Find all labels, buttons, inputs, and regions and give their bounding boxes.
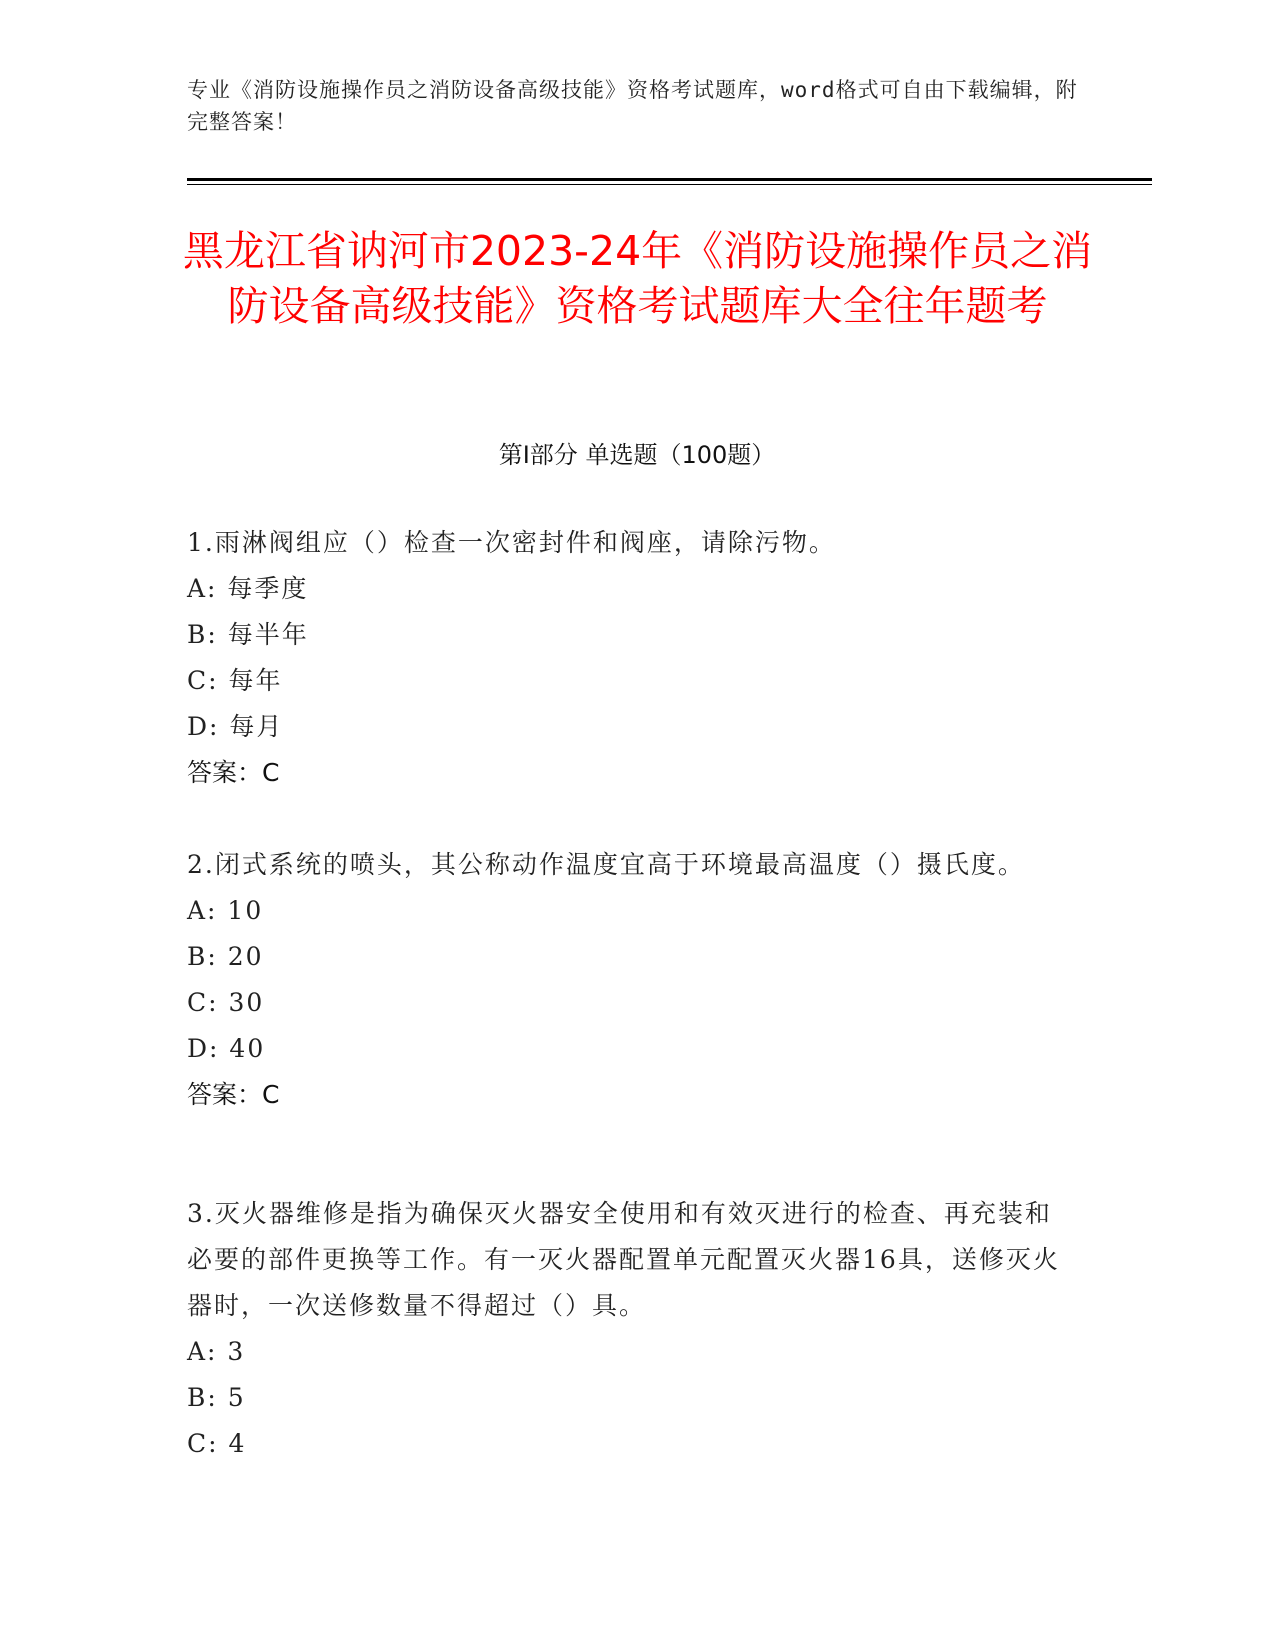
document-title: 黑龙江省讷河市2023-24年《消防设施操作员之消防设备高级技能》资格考试题库大全往年题考 [182, 227, 1093, 330]
question-3 [187, 1191, 1067, 1467]
option-a: A: 10 [187, 896, 264, 925]
question-2 [187, 842, 1067, 1118]
option-d: D: 40 [187, 1034, 266, 1063]
header-note: 专业《消防设施操作员之消防设备高级技能》资格考试题库，word格式可自由下载编辑，附完整答案！ [187, 78, 1078, 134]
option-d: D: 每月 [187, 712, 284, 741]
question-stem: 1.雨淋阀组应（）检查一次密封件和阀座，请除污物。 [187, 528, 836, 557]
option-c: C: 4 [187, 1429, 247, 1458]
section-heading: 第I部分 单选题（100题） [498, 441, 776, 469]
header-divider-thin [187, 184, 1152, 185]
option-a: A: 每季度 [187, 574, 309, 603]
option-c: C: 30 [187, 988, 265, 1017]
option-b: B: 5 [187, 1383, 246, 1412]
option-b: B: 每半年 [187, 620, 309, 649]
option-c: C: 每年 [187, 666, 283, 695]
option-a: A: 3 [187, 1337, 246, 1366]
option-b: B: 20 [187, 942, 264, 971]
question-stem: 3.灭火器维修是指为确保灭火器安全使用和有效灭进行的检查、再充装和必要的部件更换等工作。有一灭火器配置单元配置灭火器16具，送修灭火器时，一次送修数量不得超过（）具。 [187, 1199, 1060, 1320]
question-stem: 2.闭式系统的喷头，其公称动作温度宜高于环境最高温度（）摄氏度。 [187, 850, 1025, 879]
answer: 答案：C [187, 758, 280, 787]
question-1 [187, 520, 1067, 796]
header-divider-thick [187, 178, 1152, 181]
answer: 答案：C [187, 1080, 280, 1109]
